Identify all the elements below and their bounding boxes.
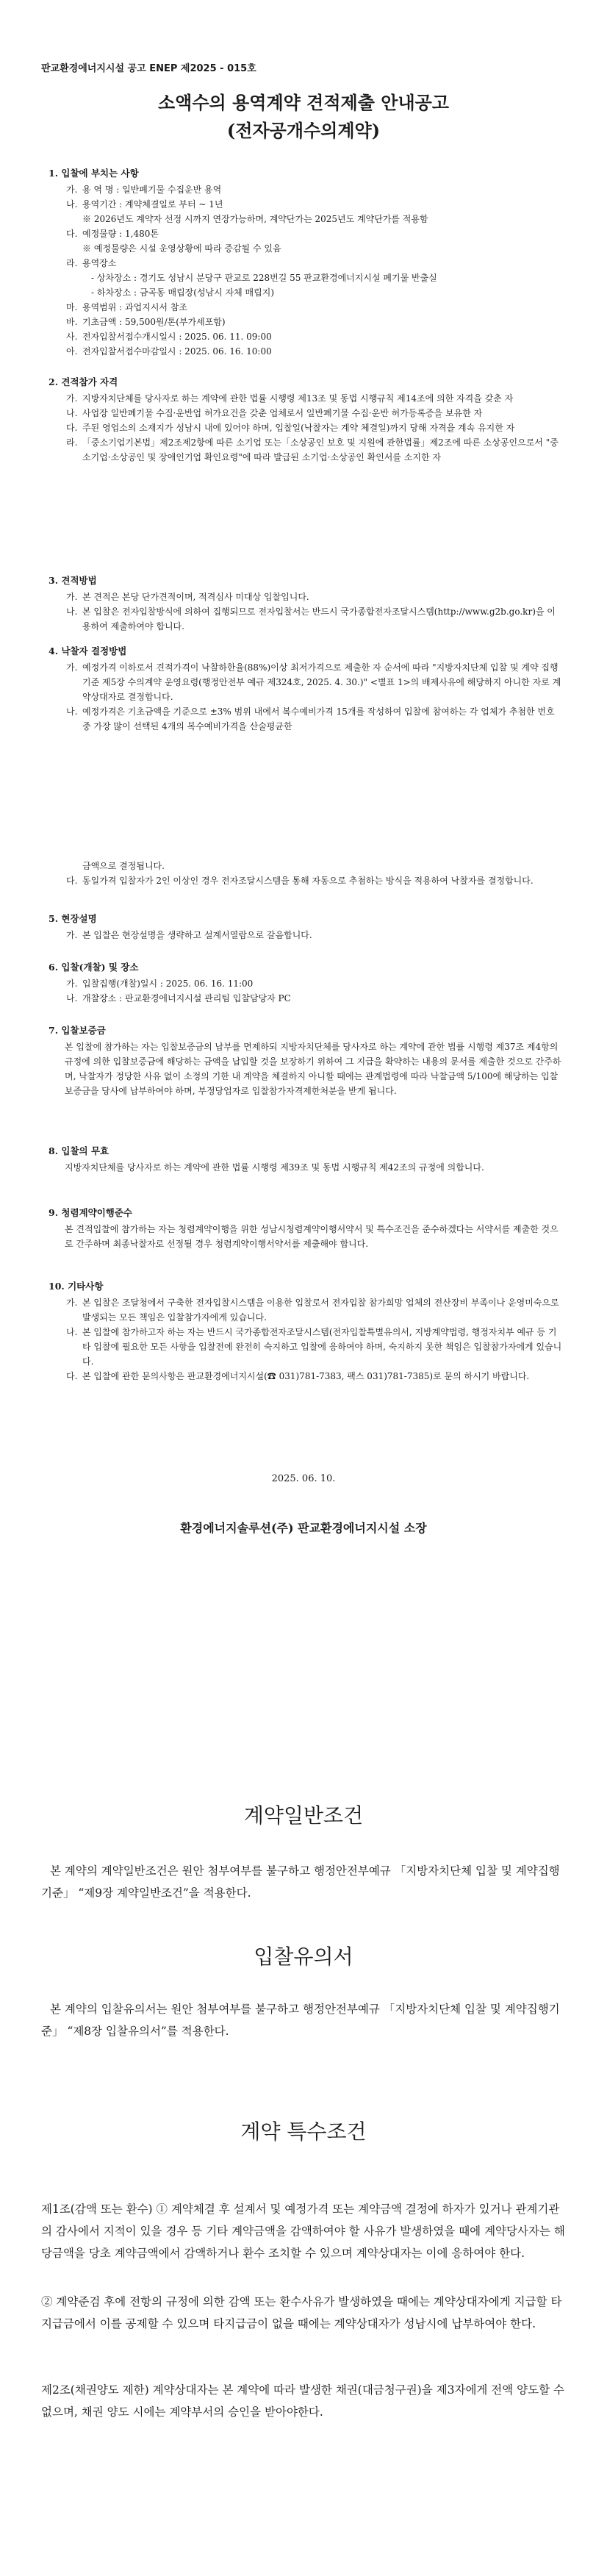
list-item: 나. 사업장 일반폐기물 수집·운반업 허가요건을 갖춘 업체로서 일반폐기물 수집·운반 허가등록증을 보유한 자 — [66, 408, 483, 418]
list-item: 가. 본 입찰은 조달청에서 구축한 전자입찰시스템을 이용한 입찰로서 전자입찰 참가희망 업체의 전산장비 부족이나 운영미숙으로 발생되는 모든 책임은 입찰참가자에게 있습니다. — [66, 1298, 559, 1323]
section-heading: 8. 입찰의 무효 — [49, 1145, 109, 1156]
section-heading: 2. 견적참가 자격 — [49, 376, 118, 387]
section-bid-bond — [49, 1023, 563, 1098]
section-heading: 5. 현장설명 — [49, 913, 97, 924]
section-text: 본 견적입찰에 참가하는 자는 청렴계약이행을 위한 성남시청렴계약이행서약서 및 특수조건을 준수하겠다는 서약서를 제출한 것으로 간주하며 최종낙찰자로 선정될 경우 청렴계약이행서약서를 제출해야 합니다. — [65, 1224, 558, 1249]
section-quote-method — [49, 573, 563, 634]
special-conditions-heading: 계약 특수조건 — [240, 2119, 367, 2144]
list-item: 나. 본 입찰에 참가하고자 하는 자는 반드시 국가종합전자조달시스템(전자입찰특별유의서, 지방계약법령, 행정자치부 예규 등 기타 입찰에 필요한 모든 사항을 입찰전에 완전히 숙지하고 입찰에 응하여야 하며, 숙지하지 못한 책임은 입찰참가자에게 있습니다. — [66, 1327, 562, 1367]
section-heading: 3. 견적방법 — [49, 575, 97, 586]
notice-date: 2025. 06. 10. — [271, 1473, 336, 1484]
article-1-clause-2: ② 계약준검 후에 전항의 규정에 의한 감액 또는 환수사유가 발생하였을 때에는 계약상대자에게 지급할 타지급금에서 이를 공제할 수 있으며 타지급금이 없을 때에는 계약상대자가 성남시에 납부하여야 한다. — [41, 2295, 562, 2330]
section-bid-items — [49, 166, 563, 359]
blank-space — [49, 734, 563, 859]
list-item: 나. 본 입찰은 전자입찰방식에 의하여 집행되므로 전자입찰서는 반드시 국가종합전자조달시스템(http://www.g2b.go.kr)을 이용하여 제출하여야 합니다. — [66, 607, 556, 632]
list-item: 다. 주된 영업소의 소재지가 성남시 내에 있어야 하며, 입찰일(낙찰자는 계약 체결일)까지 당해 자격을 계속 유지한 자 — [66, 423, 515, 433]
list-item: 가. 예정가격 이하로서 견적가격이 낙찰하한율(88%)이상 최저가격으로 제출한 자 순서에 따라 "지방자치단체 입찰 및 계약 집행기준 제5장 수의계약 운영요령(행정안전부 예규 제324호, 2025. 4. 30.)" <별표 1>의 배제사유에 해당하지 아니한 자로 계약상대자로 결정합니다. — [66, 662, 561, 702]
list-item: 다. 본 입찰에 관한 문의사항은 판교환경에너지시설(☎ 031)781-7383, 팩스 031)781-7385)로 문의 하시기 바랍니다. — [66, 1371, 530, 1381]
page-subtitle: (전자공개수의계약) — [226, 120, 381, 141]
list-item: 사. 전자입찰서접수개시일시 : 2025. 06. 11. 09:00 — [66, 332, 272, 342]
section-heading: 4. 낙찰자 결정방법 — [49, 645, 127, 656]
list-item: 가. 본 견적은 본당 단가견적이며, 적격심사 미대상 입찰입니다. — [66, 592, 309, 602]
document-id: 판교환경에너지시설 공고 ENEP 제2025 - 015호 — [41, 63, 256, 74]
sub-item: - 상차장소 : 경기도 성남시 분당구 판교로 228번길 55 판교환경에너지시설 폐기물 반출실 — [91, 273, 437, 283]
section-heading: 7. 입찰보증금 — [49, 1025, 106, 1036]
article-1-text: 제1조(감액 또는 환수) ① 계약체결 후 설계서 및 예정가격 또는 계약금액 결정에 하자가 있거나 관계기관의 감사에서 지적이 있을 경우 등 기타 계약금액을 감액하여야 할 사유가 발생하였을 때에 계약당사자는 해당금액을 당초 계약금액에서 감액하거나 환수 조치할 수 있으며 계약상대자는 이에 응하여야 한다. — [41, 2203, 565, 2260]
section-heading: 6. 입찰(개찰) 및 장소 — [49, 962, 139, 973]
list-item: 라. 「중소기업기본법」제2조제2항에 따른 소기업 또는「소상공인 보호 및 지원에 관한법률」제2조에 따른 소상공인으로서 "중소기업·소상공인 및 장애인기업 확인요령"에 따라 발급된 소기업·소상공인 확인서를 소지한 자 — [66, 437, 558, 462]
section-site-briefing — [49, 912, 563, 942]
section-text: 지방자치단체를 당사자로 하는 계약에 관한 법률 시행령 제39조 및 동법 시행규칙 제42조의 규정에 의합니다. — [65, 1162, 484, 1173]
list-item: 바. 기초금액 : 59,500원/톤(부가세포함) — [66, 317, 226, 327]
section-award-method — [49, 644, 563, 888]
continuation-text: 금액으로 결정됩니다. — [82, 861, 165, 871]
list-item: 다. 예정물량 : 1,480톤 — [66, 229, 159, 239]
section-integrity — [49, 1206, 563, 1251]
general-conditions-heading: 계약일반조건 — [243, 1803, 364, 1828]
list-item: 나. 개찰장소 : 판교환경에너지시설 관리팀 입찰담당자 PC — [66, 993, 291, 1003]
issuer-name: 환경에너지솔루션(주) 판교환경에너지시설 소장 — [180, 1521, 427, 1535]
general-conditions-text: 본 계약의 계약일반조건은 원안 첨부여부를 불구하고 행정안전부예규 「지방자치단체 입찰 및 계약집행기준」 “제9장 계약일반조건”을 적용한다. — [41, 1864, 560, 1900]
sub-item: - 하차장소 : 금곡동 매립장(성남시 자체 매립지) — [91, 287, 275, 298]
section-text: 본 입찰에 참가하는 자는 입찰보증금의 납부를 면제하되 지방자치단체를 당사자로 하는 계약에 관한 법률 시행령 제37조 제4항의 규정에 의한 입찰보증금에 해당하는 금액을 납입할 것을 보장하기 위하여 그 지급을 확약하는 내용의 문서를 제출한 것으로 간주하며, 낙찰자가 정당한 사유 없이 소정의 기한 내 계약을 체결하지 아니할 때에는 관계법령에 따라 낙찰금액 5/100에 해당하는 입찰보증금을 당사에 납부하여야 하며, 부정당업자로 입찰참가자격제한처분을 받게 됩니다. — [65, 1042, 561, 1096]
list-item: 가. 용 역 명 : 일반폐기물 수집운반 용역 — [66, 185, 222, 195]
section-other-matters — [49, 1279, 563, 1384]
section-heading: 9. 청렴계약이행준수 — [49, 1207, 133, 1218]
page-title: 소액수의 용역계약 견적제출 안내공고 — [157, 92, 449, 113]
bid-notice-heading: 입찰유의서 — [254, 1944, 353, 1969]
section-eligibility — [49, 375, 563, 465]
list-item: ※ 2026년도 계약자 선정 시까지 연장가능하며, 계약단가는 2025년도 계약단가를 적용함 — [82, 214, 428, 224]
list-item: 마. 용역범위 : 과업지시서 참조 — [66, 302, 187, 312]
list-item: ※ 예정물량은 시설 운영상황에 따라 증감될 수 있음 — [82, 243, 281, 254]
section-bid-opening — [49, 960, 563, 1006]
list-item: 가. 본 입찰은 현장설명을 생략하고 설계서열람으로 갈음합니다. — [66, 930, 312, 940]
section-invalid-bids — [49, 1144, 563, 1175]
section-heading: 10. 기타사항 — [49, 1281, 104, 1292]
article-2-text: 제2조(채권양도 제한) 계약상대자는 본 계약에 따라 발생한 채권(대금청구권)을 제3자에게 전액 양도할 수 없으며, 채권 양도 시에는 계약부서의 승인을 받아야한다. — [41, 2383, 565, 2419]
bid-notice-text: 본 계약의 입찰유의서는 원안 첨부여부를 불구하고 행정안전부예규 「지방자치단체 입찰 및 계약집행기준」 “제8장 입찰유의서”를 적용한다. — [41, 2003, 560, 2038]
list-item: 다. 동일가격 입찰자가 2인 이상인 경우 전자조달시스템을 통해 자동으로 추첨하는 방식을 적용하여 낙찰자를 결정합니다. — [66, 876, 534, 886]
list-item: 라. 용역장소 — [66, 258, 117, 268]
section-heading: 1. 입찰에 부치는 사항 — [49, 168, 139, 179]
list-item: 가. 지방자치단체를 당사자로 하는 계약에 관한 법률 시행령 제13조 및 동법 시행규칙 제14조에 의한 자격을 갖춘 자 — [66, 393, 514, 404]
list-item: 나. 예정가격은 기초금액을 기준으로 ±3% 범위 내에서 복수예비가격 15개를 작성하여 입찰에 참여하는 각 업체가 추첨한 번호 중 가장 많이 선택된 4개의 복수예비가격을 산술평균한 — [66, 706, 555, 731]
list-item: 가. 입찰집행(개찰)일시 : 2025. 06. 16. 11:00 — [66, 978, 254, 989]
list-item: 아. 전자입찰서접수마감일시 : 2025. 06. 16. 10:00 — [66, 346, 272, 357]
list-item: 나. 용역기간 : 계약체결일로 부터 ~ 1년 — [66, 199, 223, 210]
